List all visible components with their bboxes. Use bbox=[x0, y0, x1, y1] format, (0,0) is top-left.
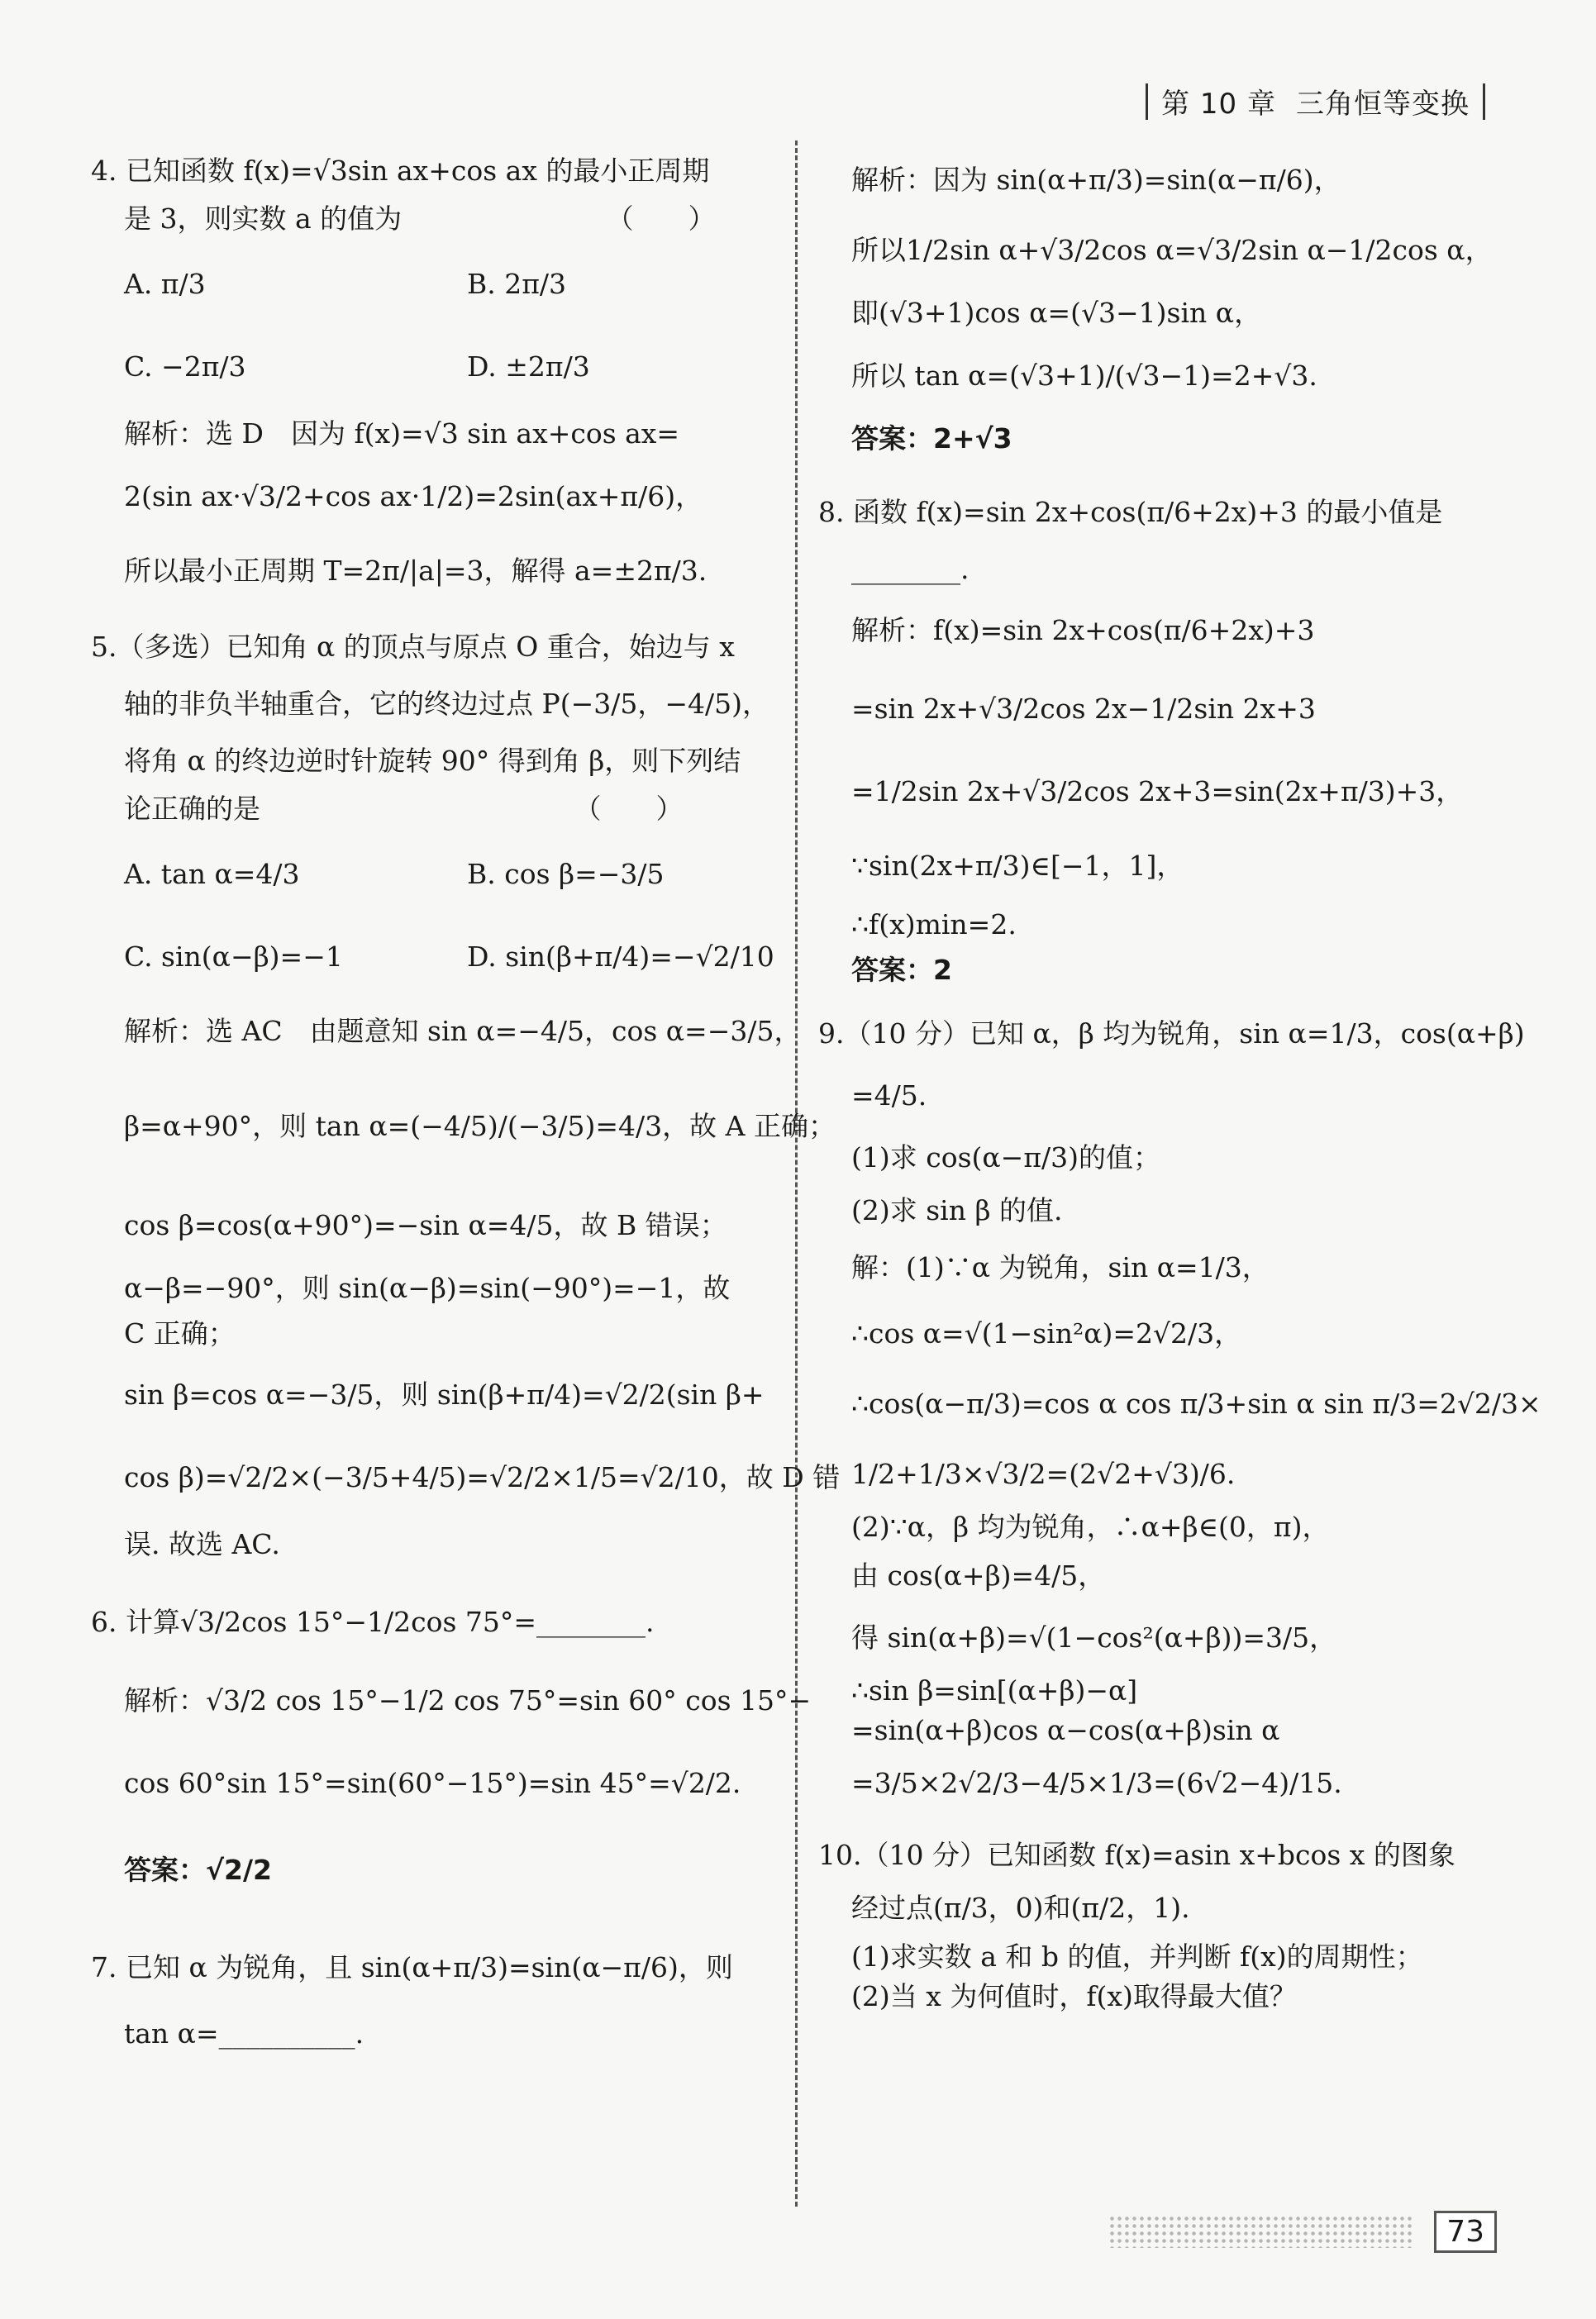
q5-stem-3: 将角 α 的终边逆时针旋转 90° 得到角 β，则下列结 bbox=[124, 745, 741, 777]
q9-solution-9: =sin(α+β)cos α−cos(α+β)sin α bbox=[851, 1714, 1280, 1746]
q9-sub-2: (2)求 sin β 的值. bbox=[851, 1194, 1063, 1226]
q7-analysis bbox=[818, 147, 1504, 464]
question-4 bbox=[91, 147, 777, 608]
q7-stem-1: 7. 已知 α 为锐角，且 sin(α+π/3)=sin(α−π/6)，则 bbox=[91, 1951, 733, 1983]
q7-analysis-4: 所以 tan α=(√3+1)/(√3−1)=2+√3. bbox=[851, 360, 1317, 392]
q8-answer: 答案：2 bbox=[851, 954, 952, 986]
question-10 bbox=[818, 1831, 1504, 2017]
q6-stem: 6. 计算√3/2cos 15°−1/2cos 75°=________. bbox=[91, 1606, 655, 1638]
q10-stem-2: 经过点(π/3，0)和(π/2，1). bbox=[851, 1892, 1190, 1924]
q9-solution-6: 由 cos(α+β)=4/5， bbox=[851, 1559, 1106, 1592]
column-divider bbox=[795, 140, 798, 2207]
q5-option-a: A. tan α=4/3 bbox=[124, 858, 300, 890]
q6-analysis-2: cos 60°sin 15°=sin(60°−15°)=sin 45°=√2/2. bbox=[124, 1767, 741, 1799]
q8-analysis-3: =1/2sin 2x+√3/2cos 2x+3=sin(2x+π/3)+3， bbox=[851, 775, 1464, 807]
q4-stem-2: 是 3，则实数 a 的值为 （ ） bbox=[124, 202, 716, 235]
q9-solution-4: 1/2+1/3×√3/2=(2√2+√3)/6. bbox=[851, 1458, 1236, 1490]
question-6 bbox=[91, 1585, 812, 1916]
q4-stem-1: 4. 已知函数 f(x)=√3sin ax+cos ax 的最小正周期 bbox=[91, 155, 710, 187]
q10-stem-1: 10.（10 分）已知函数 f(x)=asin x+bcos x 的图象 bbox=[818, 1839, 1455, 1871]
chapter-label: 第 10 章 bbox=[1161, 88, 1276, 121]
right-column bbox=[818, 147, 1541, 2031]
q9-solution-2: ∴cos α=√(1−sin²α)=2√2/3， bbox=[851, 1317, 1242, 1350]
q5-analysis-8: 误. 故选 AC. bbox=[124, 1528, 280, 1560]
q4-options bbox=[91, 243, 777, 408]
q10-sub-2: (2)当 x 为何值时，f(x)取得最大值？ bbox=[851, 1980, 1297, 2012]
q4-option-c: C. −2π/3 bbox=[124, 350, 246, 383]
q5-analysis-6: sin β=cos α=−3/5，则 sin(β+π/4)=√2/2(sin β+ bbox=[124, 1379, 765, 1411]
q4-analysis-1: 解析：选 D 因为 f(x)=√3 sin ax+cos ax= bbox=[124, 417, 680, 450]
q8-stem-1: 8. 函数 f(x)=sin 2x+cos(π/6+2x)+3 的最小值是 bbox=[818, 496, 1443, 528]
q4-option-a: A. π/3 bbox=[124, 268, 206, 300]
q8-analysis bbox=[818, 593, 1504, 990]
q5-analysis-4: α−β=−90°，则 sin(α−β)=sin(−90°)=−1，故 bbox=[124, 1272, 731, 1304]
question-9 bbox=[818, 1005, 1541, 1817]
page-header bbox=[1132, 81, 1498, 121]
page-number: 73 bbox=[1434, 2211, 1497, 2253]
question-5 bbox=[91, 623, 841, 1570]
q8-analysis-5: ∴f(x)min=2. bbox=[851, 908, 1017, 940]
q4-option-d: D. ±2π/3 bbox=[467, 350, 590, 383]
q5-analysis-1: 解析：选 AC 由题意知 sin α=−4/5，cos α=−3/5， bbox=[124, 1015, 802, 1047]
q9-stem-2: =4/5. bbox=[851, 1079, 927, 1112]
q9-solution-8: ∴sin β=sin[(α+β)−α] bbox=[851, 1674, 1138, 1707]
q5-analysis-3: cos β=cos(α+90°)=−sin α=4/5，故 B 错误； bbox=[124, 1209, 727, 1241]
q5-options bbox=[91, 833, 777, 998]
q6-answer: 答案：√2/2 bbox=[124, 1854, 272, 1886]
question-7 bbox=[91, 1931, 777, 2063]
q4-analysis-3: 所以最小正周期 T=2π/|a|=3，解得 a=±2π/3. bbox=[124, 555, 707, 587]
q7-analysis-1: 解析：因为 sin(α+π/3)=sin(α−π/6)， bbox=[851, 164, 1341, 196]
q7-analysis-3: 即(√3+1)cos α=(√3−1)sin α， bbox=[851, 297, 1262, 329]
q5-analysis-7: cos β)=√2/2×(−3/5+4/5)=√2/2×1/5=√2/10，故 D 错 bbox=[124, 1461, 841, 1493]
q10-sub-1: (1)求实数 a 和 b 的值，并判断 f(x)的周期性； bbox=[851, 1940, 1423, 1973]
q5-option-d: D. sin(β+π/4)=−√2/10 bbox=[467, 940, 774, 973]
q5-analysis bbox=[91, 998, 841, 1570]
header-divider-right bbox=[1483, 83, 1485, 120]
q8-analysis-4: ∵sin(2x+π/3)∈[−1，1]， bbox=[851, 850, 1184, 882]
question-8 bbox=[818, 479, 1504, 990]
chapter-title: 三角恒等变换 bbox=[1296, 88, 1470, 121]
q9-solution-3: ∴cos(α−π/3)=cos α cos π/3+sin α sin π/3=2√2/3× bbox=[851, 1388, 1541, 1420]
q9-stem-1: 9.（10 分）已知 α，β 均为锐角，sin α=1/3，cos(α+β) bbox=[818, 1017, 1525, 1050]
q5-stem-1: 5.（多选）已知角 α 的顶点与原点 O 重合，始边与 x bbox=[91, 631, 735, 663]
footer-dot-pattern bbox=[1108, 2215, 1414, 2248]
q6-analysis-1: 解析：√3/2 cos 15°−1/2 cos 75°=sin 60° cos 15°− bbox=[124, 1684, 812, 1717]
q5-analysis-2: β=α+90°，则 tan α=(−4/5)/(−3/5)=4/3，故 A 正确； bbox=[124, 1110, 836, 1142]
q4-analysis bbox=[91, 408, 777, 608]
left-column bbox=[91, 147, 841, 2078]
q9-sub-1: (1)求 cos(α−π/3)的值； bbox=[851, 1141, 1161, 1174]
q8-analysis-1: 解析：f(x)=sin 2x+cos(π/6+2x)+3 bbox=[851, 614, 1315, 646]
q9-solution-5: (2)∵α，β 均为锐角，∴α+β∈(0，π)， bbox=[851, 1511, 1330, 1543]
q4-option-b: B. 2π/3 bbox=[467, 268, 567, 300]
q9-solution-10: =3/5×2√2/3−4/5×1/3=(6√2−4)/15. bbox=[851, 1767, 1342, 1799]
q8-stem-2: ________. bbox=[851, 553, 970, 585]
q5-option-c: C. sin(α−β)=−1 bbox=[124, 940, 343, 973]
q4-analysis-2: 2(sin ax·√3/2+cos ax·1/2)=2sin(ax+π/6)， bbox=[124, 480, 703, 512]
q9-solution-1: 解：(1)∵α 为锐角，sin α=1/3， bbox=[851, 1251, 1270, 1283]
q5-stem-2: 轴的非负半轴重合，它的终边过点 P(−3/5，−4/5)， bbox=[124, 688, 769, 720]
q9-solution bbox=[818, 1235, 1541, 1817]
q5-stem-4: 论正确的是 （ ） bbox=[124, 793, 684, 825]
header-divider bbox=[1146, 83, 1148, 120]
q7-analysis-2: 所以1/2sin α+√3/2cos α=√3/2sin α−1/2cos α， bbox=[851, 234, 1493, 266]
q5-option-b: B. cos β=−3/5 bbox=[467, 858, 665, 890]
q5-analysis-5: C 正确； bbox=[124, 1317, 236, 1350]
q8-analysis-2: =sin 2x+√3/2cos 2x−1/2sin 2x+3 bbox=[851, 693, 1316, 725]
q7-stem-2: tan α=__________. bbox=[124, 2017, 364, 2050]
q6-analysis bbox=[91, 1659, 812, 1916]
q9-solution-7: 得 sin(α+β)=√(1−cos²(α+β))=3/5， bbox=[851, 1621, 1337, 1654]
q7-answer: 答案：2+√3 bbox=[851, 422, 1012, 455]
